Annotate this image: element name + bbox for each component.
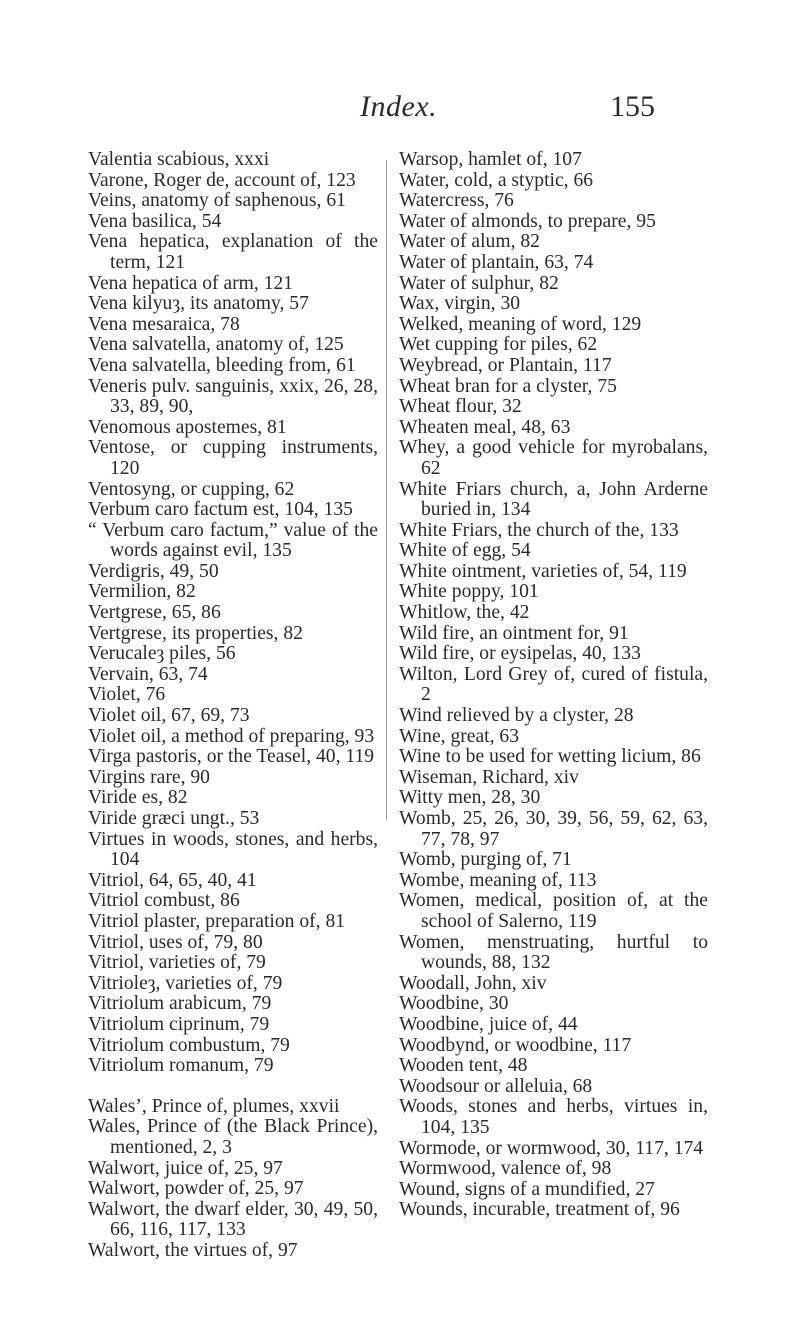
index-entry: Woods, stones and herbs, virtues in, 104, 135 — [399, 1096, 708, 1138]
index-entry: Vena kilyuȝ, its anatomy, 57 — [88, 293, 309, 315]
index-entry: Women, medical, position of, at the school of Salerno, 119 — [399, 890, 708, 932]
index-entry: Whey, a good vehicle for myrobalans, 62 — [399, 437, 708, 479]
running-title: Index. — [360, 90, 438, 123]
index-entry: Watercress, 76 — [399, 190, 514, 212]
index-entry: Wheat bran for a clyster, 75 — [399, 375, 617, 397]
index-entry: Vitriolum combustum, 79 — [88, 1034, 290, 1056]
index-entry: Vena salvatella, anatomy of, 125 — [88, 334, 344, 356]
index-entry: Wound, signs of a mundified, 27 — [399, 1178, 655, 1200]
index-entry: Vertgrese, its properties, 82 — [88, 622, 303, 644]
index-entry: Viride græci ungt., 53 — [88, 808, 260, 829]
index-entry: Wales’, Prince of, plumes, xxvii — [88, 1095, 340, 1117]
index-entry: Vena mesaraica, 78 — [88, 313, 240, 335]
index-entry: Warsop, hamlet of, 107 — [399, 149, 582, 170]
index-entry: Wine, great, 63 — [399, 725, 519, 747]
index-entry: Vitriol, 64, 65, 40, 41 — [88, 869, 257, 891]
index-entry: Wild fire, an ointment for, 91 — [399, 622, 629, 644]
index-entry: Vitriol, varieties of, 79 — [88, 952, 266, 974]
index-entry: Violet oil, a method of preparing, 93 — [88, 725, 375, 747]
index-entry: Venomous apostemes, 81 — [88, 416, 287, 438]
index-entry: Wheaten meal, 48, 63 — [399, 416, 571, 438]
index-entry: Walwort, the dwarf elder, 30, 49, 50, 66, 116, 117, 133 — [88, 1198, 378, 1241]
index-entry: Ventosyng, or cupping, 62 — [88, 478, 295, 500]
index-entry: Woodall, John, xiv — [399, 972, 547, 994]
index-entry: Violet, 76 — [88, 684, 166, 706]
index-entry: White ointment, varieties of, 54, 119 — [399, 560, 687, 582]
index-entry: Walwort, powder of, 25, 97 — [88, 1178, 304, 1200]
index-entry: Wombe, meaning of, 113 — [399, 869, 597, 891]
index-entry: Vitriolum romanum, 79 — [88, 1055, 274, 1077]
index-entry: Wormwood, valence of, 98 — [399, 1158, 612, 1180]
index-entry: Verucaleȝ piles, 56 — [88, 643, 236, 665]
index-entry: Water of alum, 82 — [399, 231, 540, 253]
index-entry: Wooden tent, 48 — [399, 1055, 528, 1077]
index-entry: Varone, Roger de, account of, 123 — [88, 169, 356, 191]
index-entry: Virga pastoris, or the Teasel, 40, 119 — [88, 746, 375, 768]
index-entry: Welked, meaning of word, 129 — [399, 313, 642, 335]
index-entry: Walwort, juice of, 25, 97 — [88, 1157, 283, 1179]
index-entry: Water, cold, a styptic, 66 — [399, 169, 594, 191]
index-entry: Valentia scabious, xxxi — [88, 149, 270, 170]
index-entry: Water of plantain, 63, 74 — [399, 251, 594, 273]
index-entry: White Friars church, a, John Arderne buried in, 134 — [399, 478, 708, 521]
column-divider — [386, 160, 387, 820]
index-entry: Virgins rare, 90 — [88, 766, 210, 788]
index-entry: White of egg, 54 — [399, 540, 531, 562]
index-entry: Vena salvatella, bleeding from, 61 — [88, 354, 356, 376]
index-entry: Walwort, the virtues of, 97 — [88, 1239, 298, 1261]
index-entry: Wales, Prince of (the Black Prince), mentioned, 2, 3 — [88, 1116, 378, 1158]
page-header — [0, 90, 800, 130]
index-entry: Wine to be used for wetting licium, 86 — [399, 746, 701, 768]
index-entry: Vitrioleȝ, varieties of, 79 — [88, 972, 283, 994]
index-entry: Verdigris, 49, 50 — [88, 560, 219, 582]
index-entry: Woodsour or alleluia, 68 — [399, 1075, 593, 1097]
index-entry: Wheat flour, 32 — [399, 396, 522, 418]
index-entry: Wiseman, Richard, xiv — [399, 766, 579, 788]
index-entry: Witty men, 28, 30 — [399, 787, 541, 809]
index-entry: Wild fire, or eysipelas, 40, 133 — [399, 643, 641, 665]
index-entry: Wormode, or wormwood, 30, 117, 174 — [399, 1137, 704, 1159]
index-entry: Vitriol combust, 86 — [88, 890, 240, 912]
index-column-left — [88, 150, 378, 1261]
index-entry: Women, menstruating, hurtful to wounds, 88, 132 — [399, 931, 708, 974]
index-entry: Wet cupping for piles, 62 — [399, 334, 598, 356]
index-entry: Vena basilica, 54 — [88, 210, 222, 232]
index-entry: Vena hepatica, explanation of the term, 121 — [88, 231, 378, 273]
index-entry: Wounds, incurable, treatment of, 96 — [399, 1199, 680, 1221]
index-entry: Weybread, or Plantain, 117 — [399, 354, 612, 376]
index-entry: Vermilion, 82 — [88, 581, 196, 603]
index-entry: Veins, anatomy of saphenous, 61 — [88, 190, 346, 212]
index-entry: Wind relieved by a clyster, 28 — [399, 705, 634, 727]
index-entry: Woodbynd, or woodbine, 117 — [399, 1034, 632, 1056]
index-entry: Veneris pulv. sanguinis, xxix, 26, 28, 33, 89, 90, — [88, 375, 378, 418]
index-entry: Whitlow, the, 42 — [399, 602, 530, 624]
index-entry: “ Verbum caro factum,” value of the words against evil, 135 — [88, 519, 378, 562]
index-entry: Ventose, or cupping instruments, 120 — [88, 437, 378, 479]
index-entry: Vervain, 63, 74 — [88, 663, 208, 685]
index-entry: Womb, 25, 26, 30, 39, 56, 59, 62, 63, 77, 78, 97 — [399, 808, 708, 850]
index-entry: Wax, virgin, 30 — [399, 293, 521, 315]
index-entry: Verbum caro factum est, 104, 135 — [88, 499, 353, 521]
index-entry: Vitriolum ciprinum, 79 — [88, 1013, 270, 1035]
index-entry: Vertgrese, 65, 86 — [88, 602, 221, 624]
index-entry: Viride es, 82 — [88, 787, 188, 809]
index-entry: Womb, purging of, 71 — [399, 849, 572, 871]
index-entry: Woodbine, 30 — [399, 993, 509, 1015]
index-entry: Vitriol plaster, preparation of, 81 — [88, 910, 346, 932]
index-entry: Woodbine, juice of, 44 — [399, 1013, 578, 1035]
index-entry: White Friars, the church of the, 133 — [399, 519, 679, 541]
page-number: 155 — [610, 90, 655, 123]
index-entry: Water of almonds, to prepare, 95 — [399, 210, 656, 232]
index-entry: Violet oil, 67, 69, 73 — [88, 705, 250, 727]
index-entry: Virtues in woods, stones, and herbs, 104 — [88, 828, 378, 871]
index-entry: Wilton, Lord Grey of, cured of fistula, 2 — [399, 663, 708, 706]
index-column-right — [399, 150, 708, 1221]
index-entry: Vitriolum arabicum, 79 — [88, 993, 272, 1015]
index-entry: Vena hepatica of arm, 121 — [88, 272, 294, 294]
index-entry: Vitriol, uses of, 79, 80 — [88, 931, 263, 953]
index-entry: Water of sulphur, 82 — [399, 272, 559, 294]
index-entry: White poppy, 101 — [399, 581, 539, 603]
